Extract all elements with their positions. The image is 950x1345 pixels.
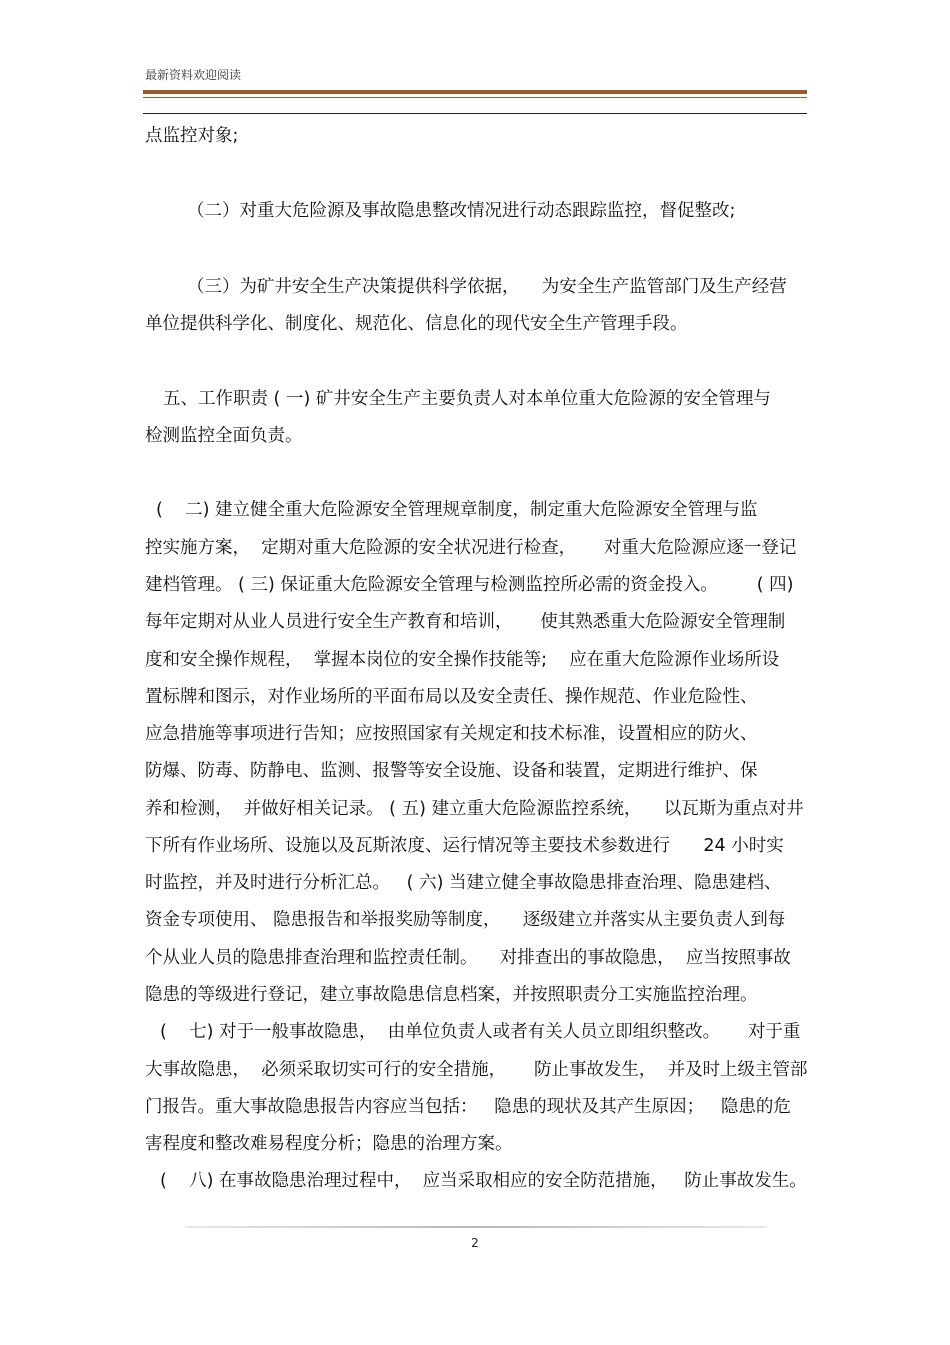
header-text: 最新资料欢迎阅读 — [145, 68, 242, 82]
body-line: 时监控，并及时进行分析汇总。 ( 六) 当建立健全事故隐患排查治理、隐患建档、 — [145, 873, 782, 893]
page-number: 2 — [471, 1236, 479, 1250]
body-line: 资金专项使用、 隐患报告和举报奖励等制度， 逐级建立并落实从主要负责人到每 — [145, 910, 786, 930]
body-line: 害程度和整改难易程度分析；隐患的治理方案。 — [145, 1134, 513, 1154]
body-line: 大事故隐患， 必须采取切实可行的安全措施， 防止事故发生， 并及时上级主管部 — [145, 1060, 808, 1080]
body-line: 每年定期对从业人员进行安全生产教育和培训， 使其熟悉重大危险源安全管理制 — [145, 612, 786, 632]
body-line: 点监控对象; — [145, 126, 239, 146]
body-line: 隐患的等级进行登记，建立事故隐患信息档案，并按照职责分工实施监控治理。 — [145, 985, 758, 1005]
header-rule-thick — [143, 90, 807, 94]
body-line: （二）对重大危险源及事故隐患整改情况进行动态跟踪监控，督促整改; — [187, 201, 736, 221]
body-line: 个从业人员的隐患排查治理和监控责任制。 对排查出的事故隐患， 应当按照事故 — [145, 948, 791, 968]
body-line: 门报告。重大事故隐患报告内容应当包括： 隐患的现状及其产生原因； 隐患的危 — [145, 1097, 791, 1117]
body-line: 度和安全操作规程， 掌握本岗位的安全操作技能等; 应在重大危险源作业场所设 — [145, 650, 780, 670]
body-line: 防爆、防毒、防静电、监测、报警等安全设施、设备和装置，定期进行维护、保 — [145, 761, 758, 781]
body-line: 应急措施等事项进行告知；应按照国家有关规定和技术标准，设置相应的防火、 — [145, 724, 758, 744]
footer-rule — [185, 1226, 767, 1228]
body-line: （三）为矿井安全生产决策提供科学依据， 为安全生产监管部门及生产经营 — [187, 277, 787, 297]
body-line: 建档管理。 ( 三) 保证重大危险源安全管理与检测监控所必需的资金投入。 ( 四) — [145, 575, 794, 595]
body-line: ( 八) 在事故隐患治理过程中， 应当采取相应的安全防范措施， 防止事故发生。 — [160, 1171, 807, 1191]
body-line: 控实施方案， 定期对重大危险源的安全状况进行检查， 对重大危险源应逐一登记 — [145, 538, 797, 558]
body-line: 五、工作职责 ( 一) 矿井安全生产主要负责人对本单位重大危险源的安全管理与 — [163, 389, 771, 409]
body-line: 下所有作业场所、设施以及瓦斯浓度、运行情况等主要技术参数进行 24 小时实 — [145, 836, 784, 856]
header-rule-black — [143, 113, 807, 114]
body-line: ( 七) 对于一般事故隐患， 由单位负责人或者有关人员立即组织整改。 对于重 — [160, 1022, 801, 1042]
body-line: 单位提供科学化、制度化、规范化、信息化的现代安全生产管理手段。 — [145, 314, 688, 334]
body-line: ( 二) 建立健全重大危险源安全管理规章制度，制定重大危险源安全管理与监 — [156, 500, 758, 520]
body-line: 养和检测， 并做好相关记录。 ( 五) 建立重大危险源监控系统， 以瓦斯为重点对井 — [145, 799, 804, 819]
header-rule-thin — [143, 97, 807, 98]
body-line: 置标牌和图示，对作业场所的平面布局以及安全责任、操作规范、作业危险性、 — [145, 687, 758, 707]
body-line: 检测监控全面负责。 — [145, 426, 303, 446]
